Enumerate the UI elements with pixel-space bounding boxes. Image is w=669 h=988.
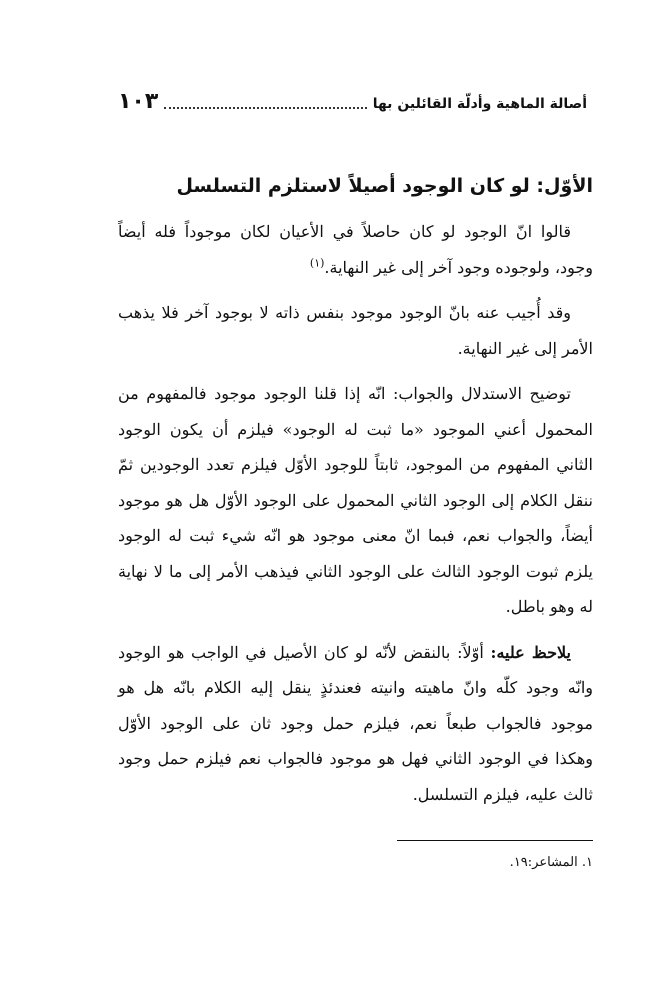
running-header: [118, 86, 587, 114]
paragraph-3: [118, 376, 593, 625]
footnote: ١. المشاعر:١٩.: [509, 855, 593, 870]
paragraph-2-text: وقد أُجيب عنه بانّ الوجود موجود بنفس ذاته لا بوجود آخر فلا يذهب الأمر إلى غير النهاية.: [118, 303, 593, 358]
page-body: [118, 168, 593, 820]
running-title: أصالة الماهية وأدلّة القائلين بها: [372, 96, 587, 112]
paragraph-2: [118, 295, 593, 366]
paragraph-3-text: توضيح الاستدلال والجواب: انّه إذا قلنا الوجود موجود فالمفهوم من المحمول أعني الموجود «ما ثبت له الوجود» فيلزم أن يكون الوجود الثاني المفهوم من الموجود، ثابتاً للوجود الأوّل فيلزم تعدد الوجودين ثمّ ننقل الكلام إلى الوجود الثاني المحمول على الوجود الأوّل هل هو موجود أيضاً، والجواب نعم، فبما انّ معنى موجود هو انّه شيء ثبت له الوجود يلزم ثبوت الوجود الثالث على الوجود الثاني فيذهب الأمر إلى ما لا نهاية له وهو باطل.: [118, 384, 593, 616]
section-heading: الأوّل: لو كان الوجود أصيلاً لاستلزم التسلسل: [176, 175, 593, 197]
footnote-reference: (١): [309, 256, 325, 270]
footnote-divider: [397, 840, 593, 841]
paragraph-4-text: أوّلاً: بالنقض لأنّه لو كان الأصيل في الواجب هو الوجود وانّه وجود كلّه وانّ ماهيته وانيته فعندئذٍ ينقل إليه الكلام بانّه هل هو موجود فالجواب طبعاً نعم، فيلزم حمل وجود ثان على الوجود الأوّل وهكذا في الوجود الثاني فهل هو موجود فالجواب نعم فيلزم حمل وجود ثالث عليه، فيلزم التسلسل.: [118, 642, 593, 804]
dotted-leader: [164, 107, 366, 109]
paragraph-1-text: قالوا انّ الوجود لو كان حاصلاً في الأعيان لكان موجوداً فله أيضاً وجود، ولوجوده وجود آخر إلى غير النهاية.: [118, 222, 593, 277]
paragraph-4-lead: يلاحظ عليه:: [490, 642, 571, 662]
paragraph-1: [118, 214, 593, 285]
paragraph-4: [118, 635, 593, 813]
page-number: ١٠٣: [118, 89, 159, 114]
